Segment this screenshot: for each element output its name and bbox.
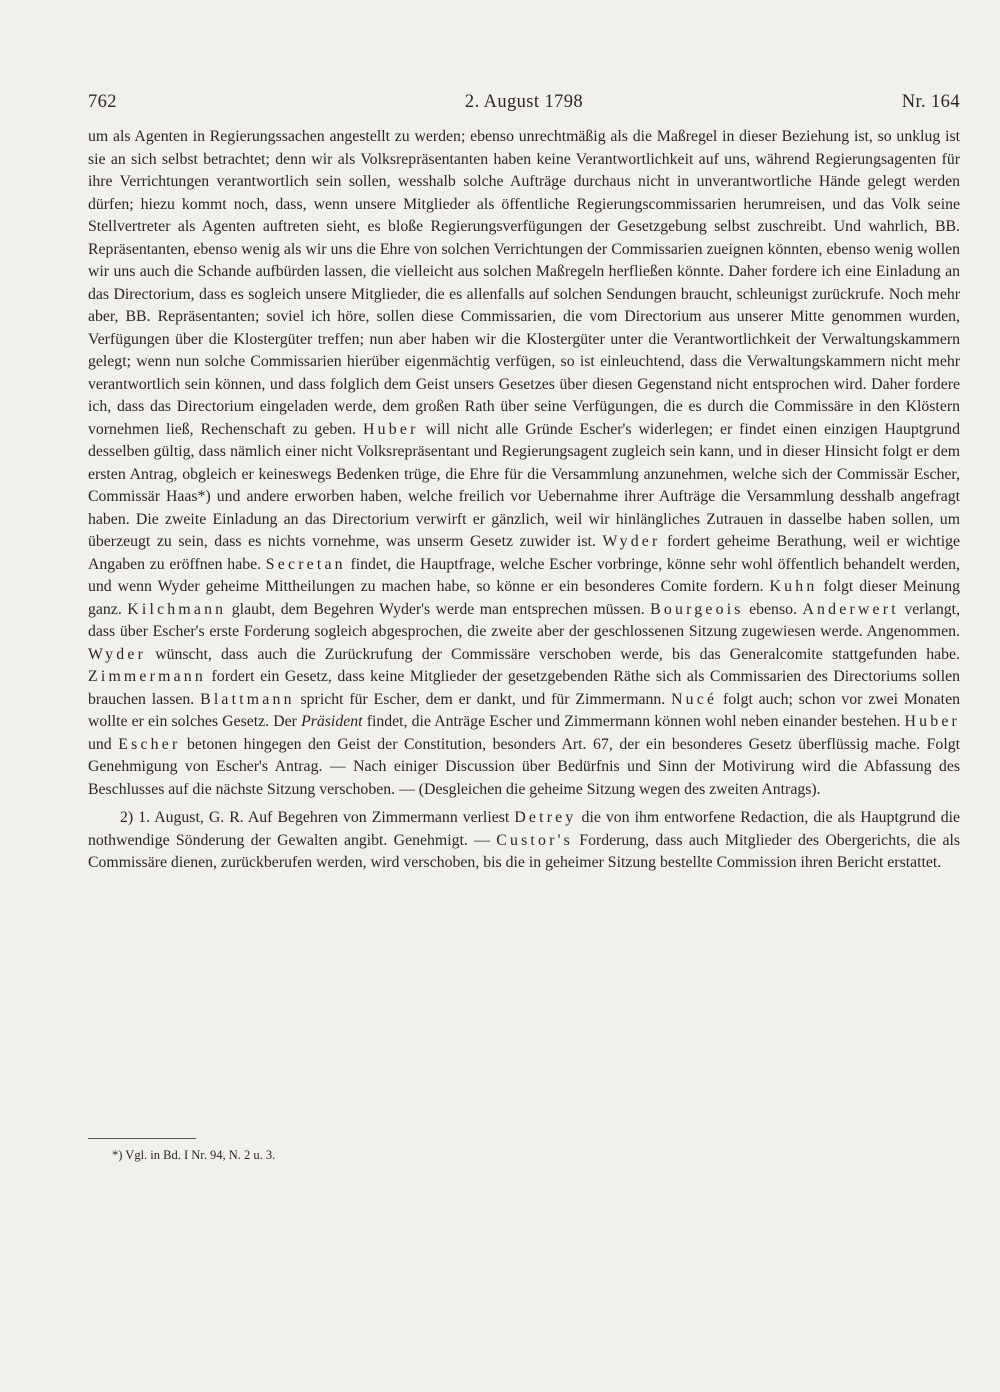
text-run: fordert geheime Berathung, weil er wichtige Angaben zu eröffnen habe. [88,533,960,573]
text-run: ebenso. [749,600,797,618]
page-header [88,92,960,120]
text-run: fordert ein Gesetz, dass keine Mitglieder der gesetzgebenden Räthe sich als Commissarien des Directoriums sollen brauchen lassen. [88,668,960,708]
text-run: verlangt, dass über Escher's erste Forderung sogleich abgesprochen, die zweite aber der geschlossenen Sitzung zugewiesen werde. Angenommen. [88,600,961,640]
speaker-name: Huber [904,713,961,730]
speaker-name: Wyder [88,645,147,663]
text-run: will nicht alle Gründe Escher's widerlegen; er findet einen einzigen Hauptgrund desselben gültig, dass nämlich einer nicht Volksrepräsentant und Regierungsagent zugleich sein kann, und in dieser Hinsicht folgt er dem ersten Antrag, obgleich er keineswegs Bedenken trüge, die Ehre für die Versammlung anzunehmen, welche sich der Commissär Escher, Commissär Haas*) und andere erworben haben, welche freilich vor Uebernahme ihrer Aufträge die Versammlung desshalb angefragt haben. Die zweite Einladung an das Directorium verwirft er gänzlich, weil wir hinlängliches Zutrauen in dasselbe haben sollen, um überzeugt zu sein, dass es nichts vornehme, was unserm Gesetz zuwider ist. [88,420,960,550]
text-run: glaubt, dem Begehren Wyder's werde man entsprechen müssen. [231,600,645,618]
text-run: Forderung, dass auch Mitglieder des Obergerichts, die als Commissäre dienen, zurückberufen werden, wird verschoben, bis die in geheimer Sitzung bestellte Commission ihren Bericht erstattet. [88,831,961,871]
text-run: spricht für Escher, dem er dankt, und für Zimmermann. [300,690,666,708]
text-run: wünscht, dass auch die Zurückrufung der Commissäre verschoben werde, bis das Generalcomite stattgefunden habe. [155,645,960,663]
speaker-name: Secretan [265,555,346,573]
speaker-name: Custor's [496,831,573,849]
document-number: Nr. 164 [901,92,960,112]
text-run: und [88,735,112,753]
speaker-name: Huber [363,420,419,438]
page-number: 762 [88,92,117,112]
speaker-name: Kuhn [769,578,818,595]
header-date: 2. August 1798 [464,92,584,112]
speaker-name: Wyder [602,533,661,550]
text-run: um als Agenten in Regierungssachen angestellt zu werden; ebenso unrechtmäßig als die Maßregel in dieser Beziehung ist, so unklug ist sie an sich selbst betrachtet; denn wir als Volksrepräsentanten haben keine Verantwortlichkeit auf uns, während Regierungsagenten für ihre Verrichtungen verantwortlich sein sollen, wesshalb solche Aufträge durchaus nicht in unverantwortliche Hände gelegt werden dürfen; hiezu kommt noch, dass, wenn unsere Mitglieder als öffentliche Regierungscommissarien herumreisen, und das Volk seine Stellvertreter als Agenten auftreten sieht, es bloße Regierungsverfügungen der Gesetzgebung selbst zuschreibt. Und wahrlich, BB. Repräsentanten, ebenso wenig als wir uns die Ehre von solchen Verrichtungen der Commissarien zueignen könnten, ebenso wenig wollen wir uns auch die Schande aufbürden lassen, die vielleicht aus solchen Maßregeln herfließen könnte. Daher fordere ich eine Einladung an das Directorium, dass es sogleich unsere Mitglieder, die es allenfalls auf solchen Sendungen braucht, schleunigst zurückrufe. Noch mehr aber, BB. Repräsentanten; soviel ich höre, sollen diese Commissarien, die vom Directorium aus unserer Mitte genommen wurden, Verfügungen über die Klostergüter treffen; nun aber haben wir die Klostergüter unter die Verantwortlichkeit der Verwaltungskammern gelegt; wenn nun solche Commissarien hierüber eigenmächtig verfügen, so ist einleuchtend, dass die Verwaltungskammern nicht mehr verantwortlich sein können, und dass folglich dem Geist unsers Gesetzes über diesen Gegenstand nicht entsprochen wird. Daher fordere ich, dass das Directorium eingeladen werde, dem großen Rath über seine Verfügungen, die es durch die Commissäre in den Klöstern vornehmen ließ, Rechenschaft zu geben. [88,128,960,438]
speaker-name: Escher [118,735,181,753]
text-run: findet, die Hauptfrage, welche Escher vorbringe, könne sehr wohl öffentlich behandelt werden, und wenn Wyder geheime Mittheilungen zu machen habe, so könne er ein besonderes Comite fordern. [88,555,960,595]
footnote: *) Vgl. in Bd. I Nr. 94, N. 2 u. 3. [112,1148,276,1162]
body-text [88,126,960,875]
speaker-name: Nucé [671,690,718,708]
text-run: 2) 1. August, G. R. Auf Begehren von Zimmermann verliest [120,809,510,826]
paragraph-2 [88,807,960,875]
speaker-name: Anderwert [802,600,899,618]
speaker-name: Kilchmann [127,600,227,618]
text-run: findet, die Anträge Escher und Zimmermann können wohl neben einander bestehen. [366,713,901,730]
speaker-name: Detrey [514,809,577,826]
speaker-name: Zimmermann [88,668,206,685]
text-run: die von ihm entworfene Redaction, die als Hauptgrund die nothwendige Sönderung der Gewalten angibt. Genehmigt. — [88,809,961,849]
text-run: folgt dieser Meinung ganz. [88,578,960,618]
speaker-name: Blattmann [200,690,295,708]
footnote-divider [88,1138,196,1139]
text-run: folgt auch; schon vor zwei Monaten wollte er ein solches Gesetz. Der [88,690,960,730]
text-run: betonen hingegen den Geist der Constitution, besonders Art. 67, der ein besonderes Gesetz überflüssig mache. Folgt Genehmigung von Escher's Antrag. — Nach einiger Discussion über Bedürfnis und Sinn der Motivirung wird die Abfassung des Beschlusses auf die nächste Sitzung verschoben. — (Desgleichen die geheime Sitzung wegen des zweiten Antrags). [88,735,960,798]
italic-term: Präsident [301,713,363,730]
speaker-name: Bourgeois [650,600,744,618]
paragraph-1 [88,126,960,801]
